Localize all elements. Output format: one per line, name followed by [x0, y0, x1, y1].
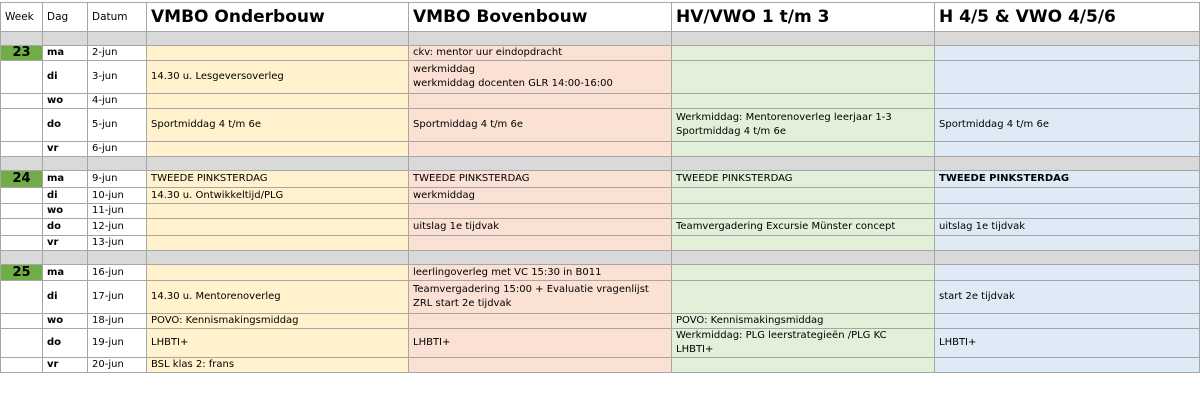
cell-dag: wo [43, 94, 88, 109]
cell-vmbo-bovenbouw [409, 142, 672, 157]
cell-hv-vwo [672, 204, 935, 219]
cell-vmbo-onderbouw: TWEEDE PINKSTERDAG [147, 171, 409, 188]
table-row [1, 329, 1200, 358]
cell-h45-vwo456 [935, 204, 1200, 219]
cell-hv-vwo [672, 94, 935, 109]
separator-cell [43, 157, 88, 171]
cell-dag: vr [43, 236, 88, 251]
cell-hv-vwo [672, 188, 935, 204]
cell-datum: 13-jun [88, 236, 147, 251]
cell-datum: 19-jun [88, 329, 147, 358]
week-number-badge: 25 [1, 265, 43, 281]
table-row [1, 46, 1200, 61]
cell-vmbo-onderbouw [147, 204, 409, 219]
separator-cell [147, 32, 409, 46]
week-cell [1, 236, 43, 251]
cell-dag: ma [43, 265, 88, 281]
cell-datum: 3-jun [88, 61, 147, 94]
cell-vmbo-onderbouw: 14.30 u. Ontwikkeltijd/PLG [147, 188, 409, 204]
cell-dag: di [43, 188, 88, 204]
table-row [1, 142, 1200, 157]
separator-cell [1, 32, 43, 46]
cell-h45-vwo456: Sportmiddag 4 t/m 6e [935, 109, 1200, 142]
cell-vmbo-bovenbouw: LHBTI+ [409, 329, 672, 358]
cell-vmbo-onderbouw: LHBTI+ [147, 329, 409, 358]
cell-vmbo-bovenbouw: Teamvergadering 15:00 + Evaluatie vragenlijst ZRL start 2e tijdvak [409, 281, 672, 314]
table-row [1, 171, 1200, 188]
cell-hv-vwo [672, 358, 935, 373]
separator-cell [672, 251, 935, 265]
cell-datum: 6-jun [88, 142, 147, 157]
table-row [1, 265, 1200, 281]
header-vmbo-bovenbouw: VMBO Bovenbouw [409, 3, 672, 32]
cell-dag: vr [43, 358, 88, 373]
cell-h45-vwo456 [935, 236, 1200, 251]
cell-vmbo-bovenbouw: uitslag 1e tijdvak [409, 219, 672, 236]
cell-datum: 2-jun [88, 46, 147, 61]
separator-cell [935, 32, 1200, 46]
cell-dag: di [43, 61, 88, 94]
table-row [1, 188, 1200, 204]
cell-datum: 11-jun [88, 204, 147, 219]
separator-cell [409, 157, 672, 171]
cell-dag: di [43, 281, 88, 314]
separator-cell [935, 251, 1200, 265]
cell-datum: 10-jun [88, 188, 147, 204]
table-row [1, 236, 1200, 251]
cell-hv-vwo: Werkmiddag: PLG leerstrategieën /PLG KC LHBTI+ [672, 329, 935, 358]
schedule-body [1, 32, 1200, 373]
cell-dag: wo [43, 204, 88, 219]
cell-hv-vwo: POVO: Kennismakingsmiddag [672, 314, 935, 329]
cell-h45-vwo456 [935, 314, 1200, 329]
cell-vmbo-onderbouw: Sportmiddag 4 t/m 6e [147, 109, 409, 142]
schedule-table [0, 2, 1200, 373]
week-cell [1, 94, 43, 109]
cell-hv-vwo: Teamvergadering Excursie Münster concept [672, 219, 935, 236]
week-number-badge: 23 [1, 46, 43, 61]
cell-h45-vwo456 [935, 142, 1200, 157]
separator-cell [43, 32, 88, 46]
cell-vmbo-onderbouw: 14.30 u. Mentorenoverleg [147, 281, 409, 314]
cell-vmbo-bovenbouw: werkmiddag [409, 188, 672, 204]
cell-vmbo-bovenbouw [409, 94, 672, 109]
week-cell [1, 219, 43, 236]
cell-datum: 16-jun [88, 265, 147, 281]
cell-vmbo-bovenbouw: werkmiddag werkmiddag docenten GLR 14:00-16:00 [409, 61, 672, 94]
cell-dag: wo [43, 314, 88, 329]
cell-vmbo-bovenbouw [409, 236, 672, 251]
cell-hv-vwo: TWEEDE PINKSTERDAG [672, 171, 935, 188]
cell-h45-vwo456 [935, 61, 1200, 94]
cell-datum: 9-jun [88, 171, 147, 188]
table-row [1, 61, 1200, 94]
cell-hv-vwo [672, 236, 935, 251]
header-h45-vwo456: H 4/5 & VWO 4/5/6 [935, 3, 1200, 32]
cell-vmbo-onderbouw [147, 265, 409, 281]
cell-vmbo-onderbouw [147, 219, 409, 236]
cell-vmbo-onderbouw [147, 142, 409, 157]
week-cell [1, 142, 43, 157]
separator-cell [88, 251, 147, 265]
cell-dag: do [43, 329, 88, 358]
cell-datum: 20-jun [88, 358, 147, 373]
separator-cell [1, 157, 43, 171]
header-vmbo-onderbouw: VMBO Onderbouw [147, 3, 409, 32]
cell-vmbo-onderbouw [147, 94, 409, 109]
cell-h45-vwo456: LHBTI+ [935, 329, 1200, 358]
week-cell [1, 314, 43, 329]
cell-vmbo-onderbouw: 14.30 u. Lesgeversoverleg [147, 61, 409, 94]
cell-vmbo-bovenbouw: Sportmiddag 4 t/m 6e [409, 109, 672, 142]
cell-vmbo-onderbouw [147, 46, 409, 61]
cell-vmbo-bovenbouw: leerlingoverleg met VC 15:30 in B011 [409, 265, 672, 281]
cell-hv-vwo [672, 142, 935, 157]
cell-h45-vwo456: start 2e tijdvak [935, 281, 1200, 314]
cell-vmbo-onderbouw: BSL klas 2: frans [147, 358, 409, 373]
header-datum: Datum [88, 3, 147, 32]
cell-h45-vwo456 [935, 94, 1200, 109]
cell-vmbo-bovenbouw [409, 314, 672, 329]
separator-cell [935, 157, 1200, 171]
cell-vmbo-bovenbouw [409, 204, 672, 219]
cell-h45-vwo456 [935, 46, 1200, 61]
separator-cell [409, 32, 672, 46]
table-row [1, 281, 1200, 314]
separator-cell [43, 251, 88, 265]
header-week: Week [1, 3, 43, 32]
cell-hv-vwo [672, 46, 935, 61]
header-row [1, 3, 1200, 32]
week-cell [1, 109, 43, 142]
week-cell [1, 188, 43, 204]
week-cell [1, 329, 43, 358]
cell-h45-vwo456 [935, 188, 1200, 204]
table-row [1, 358, 1200, 373]
cell-dag: ma [43, 171, 88, 188]
separator-cell [409, 251, 672, 265]
separator-cell [88, 32, 147, 46]
week-separator-row [1, 251, 1200, 265]
week-cell [1, 281, 43, 314]
week-cell [1, 61, 43, 94]
table-row [1, 94, 1200, 109]
separator-cell [147, 157, 409, 171]
cell-dag: vr [43, 142, 88, 157]
cell-dag: do [43, 219, 88, 236]
week-cell [1, 358, 43, 373]
separator-cell [672, 157, 935, 171]
cell-datum: 4-jun [88, 94, 147, 109]
week-separator-row [1, 157, 1200, 171]
separator-cell [88, 157, 147, 171]
cell-hv-vwo [672, 281, 935, 314]
cell-dag: do [43, 109, 88, 142]
week-separator-row [1, 32, 1200, 46]
header-hv-vwo: HV/VWO 1 t/m 3 [672, 3, 935, 32]
separator-cell [147, 251, 409, 265]
cell-vmbo-bovenbouw: TWEEDE PINKSTERDAG [409, 171, 672, 188]
table-row [1, 314, 1200, 329]
table-row [1, 204, 1200, 219]
cell-h45-vwo456 [935, 358, 1200, 373]
table-row [1, 219, 1200, 236]
cell-vmbo-onderbouw [147, 236, 409, 251]
cell-datum: 17-jun [88, 281, 147, 314]
cell-h45-vwo456: TWEEDE PINKSTERDAG [935, 171, 1200, 188]
cell-datum: 12-jun [88, 219, 147, 236]
week-cell [1, 204, 43, 219]
cell-datum: 18-jun [88, 314, 147, 329]
cell-hv-vwo: Werkmiddag: Mentorenoverleg leerjaar 1-3 Sportmiddag 4 t/m 6e [672, 109, 935, 142]
cell-vmbo-onderbouw: POVO: Kennismakingsmiddag [147, 314, 409, 329]
table-row [1, 109, 1200, 142]
cell-h45-vwo456 [935, 265, 1200, 281]
cell-vmbo-bovenbouw: ckv: mentor uur eindopdracht [409, 46, 672, 61]
cell-vmbo-bovenbouw [409, 358, 672, 373]
cell-hv-vwo [672, 61, 935, 94]
header-dag: Dag [43, 3, 88, 32]
separator-cell [1, 251, 43, 265]
cell-hv-vwo [672, 265, 935, 281]
cell-h45-vwo456: uitslag 1e tijdvak [935, 219, 1200, 236]
week-number-badge: 24 [1, 171, 43, 188]
separator-cell [672, 32, 935, 46]
cell-dag: ma [43, 46, 88, 61]
cell-datum: 5-jun [88, 109, 147, 142]
